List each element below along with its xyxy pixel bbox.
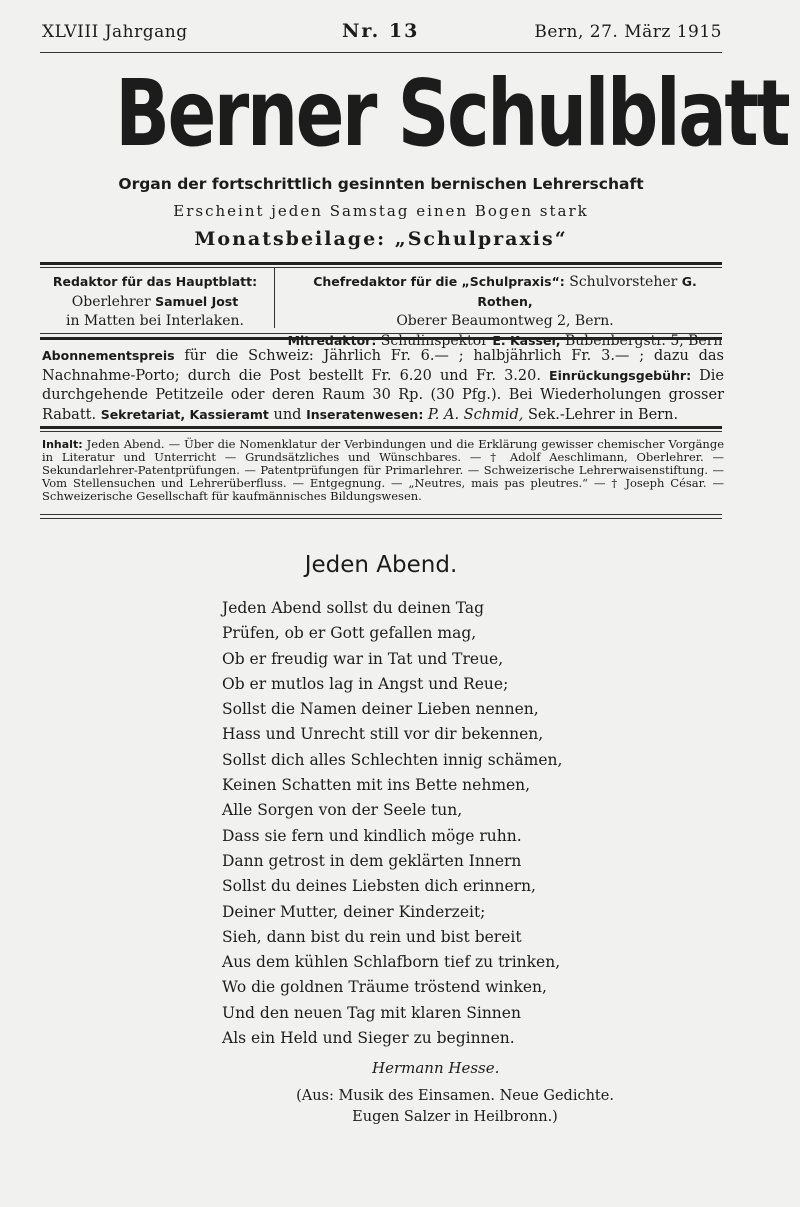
chief-editor-address: Oberer Beaumontweg 2, Bern.	[396, 313, 614, 329]
poem-line: Hass und Unrecht still vor dir bekennen,	[222, 725, 544, 744]
source-line: (Aus: Musik des Einsamen. Neue Gedichte.	[296, 1088, 614, 1104]
poem-line: Prüfen, ob er Gott gefallen mag,	[222, 624, 477, 643]
poem-source	[255, 1086, 655, 1128]
divider	[40, 267, 722, 268]
poem-line: Sollst du deines Liebsten dich erinnern,	[222, 877, 536, 896]
editor-title: Oberlehrer	[71, 294, 156, 310]
divider	[40, 514, 722, 515]
publication-frequency: Erscheint jeden Samstag einen Bogen stark	[173, 202, 589, 220]
poem-line: Wo die goldnen Träume tröstend winken,	[222, 978, 547, 997]
poem-line: Dann getrost in dem geklärten Innern	[222, 851, 522, 870]
masthead-info-line	[42, 22, 722, 48]
source-line: Eugen Salzer in Heilbronn.)	[352, 1109, 558, 1125]
contents-label: Inhalt:	[42, 438, 83, 451]
poem-line: Sollst dich alles Schlechten innig schämen,	[222, 750, 563, 769]
poem-line: Dass sie fern und kindlich möge ruhn.	[222, 826, 522, 845]
publisher-name: P. A. Schmid,	[423, 407, 524, 423]
poem-line: Sieh, dann bist du rein und bist bereit	[222, 927, 522, 946]
editor-name: Samuel Jost	[155, 294, 239, 309]
poem-line: Sollst die Namen deiner Lieben nennen,	[222, 700, 539, 719]
publisher-title: Sek.-Lehrer in Bern.	[523, 407, 679, 423]
divider	[40, 262, 722, 265]
advertising-label: Inseratenwesen:	[306, 407, 424, 422]
editor-label: Redaktor für das Hauptblatt:	[52, 274, 258, 289]
issue-date: Bern, 27. März 1915	[534, 22, 722, 42]
co-editor-address: Bubenbergstr. 5, Bern	[560, 333, 723, 349]
divider	[40, 333, 722, 334]
chief-editor-name: G. Rothen,	[477, 274, 697, 309]
subscription-text: für die Schweiz: Jährlich Fr. 6.— ; halbjährlich Fr. 3.— ; dazu das Nachnahme-Porto; durch die Post bestellt Fr. 6.20 und Fr. 3.20.	[42, 348, 724, 384]
poem-line: Ob er mutlos lag in Angst und Reue;	[222, 674, 509, 693]
divider	[40, 518, 722, 519]
insertion-fee-text: Die durchgehende Petitzeile oder deren Raum 30 Rp. (30 Pfg.). Bei Wiederholungen grosser Rabatt.	[42, 368, 724, 423]
divider	[40, 337, 722, 340]
secretariat-label: Sekretariat, Kassieramt	[100, 407, 269, 422]
divider	[40, 52, 722, 53]
chief-editor-title: Schulvorsteher	[564, 274, 682, 290]
poem-line: Keinen Schatten mit ins Bette nehmen,	[222, 776, 531, 795]
poem-line: Jeden Abend sollst du deinen Tag	[222, 599, 485, 617]
poem-line: Aus dem kühlen Schlafborn tief zu trinken,	[222, 953, 561, 972]
insertion-fee-label: Einrückungsgebühr:	[549, 368, 692, 383]
co-editor-name: E. Kasser,	[492, 333, 561, 348]
issue-number: Nr. 13	[342, 20, 420, 42]
conjunction: und	[268, 407, 307, 423]
main-editor-block	[40, 272, 270, 331]
divider	[40, 431, 722, 432]
volume-label: XLVIII Jahrgang	[42, 22, 188, 42]
editor-location: in Matten bei Interlaken.	[65, 313, 244, 329]
subscription-label: Abonnementspreis	[42, 348, 175, 363]
poem-body	[222, 596, 602, 1051]
newspaper-title: Berner Schulblatt	[115, 60, 789, 167]
poem-line: Und den neuen Tag mit klaren Sinnen	[222, 1003, 521, 1022]
poem-line: Alle Sorgen von der Seele tun,	[222, 801, 463, 820]
poem-author: Hermann Hesse.	[372, 1059, 500, 1077]
monthly-supplement: Monatsbeilage: „Schulpraxis“	[194, 228, 568, 250]
column-divider	[274, 268, 275, 328]
co-editor-label: Mitredaktor:	[287, 333, 377, 348]
poem-line: Als ein Held und Sieger zu beginnen.	[222, 1029, 515, 1048]
contents-text: Jeden Abend. — Über die Nomenklatur der Verbindungen und die Erklärung gewisser chemischer Vorgänge in Literatur und Unterricht — Grundsätzliches und Wünschbares. — † Adolf Aeschlimann, Oberlehrer. — Sekundarlehrer-Patentprüfungen. — Patentprüfungen für Primarlehrer. — Schweizerische Lehrerwaisenstiftung. — Vom Stellensuchen und Lehrerüberfluss. — Entgegnung. — „Neutres, mais pas pleutres.“ — † Joseph César. — Schweizerische Gesellschaft für kaufmännisches Bildungswesen.	[42, 437, 724, 503]
table-of-contents	[42, 438, 724, 503]
co-editor-title: Schulinspektor	[376, 333, 493, 349]
subscription-info	[42, 346, 724, 425]
poem-line: Deiner Mutter, deiner Kinderzeit;	[222, 902, 486, 921]
chief-editor-label: Chefredaktor für die „Schulpraxis“:	[313, 274, 565, 289]
poem-title: Jeden Abend.	[304, 552, 458, 578]
divider	[40, 426, 722, 429]
subtitle: Organ der fortschrittlich gesinnten bernischen Lehrerschaft	[118, 175, 644, 193]
poem-line: Ob er freudig war in Tat und Treue,	[222, 649, 504, 668]
